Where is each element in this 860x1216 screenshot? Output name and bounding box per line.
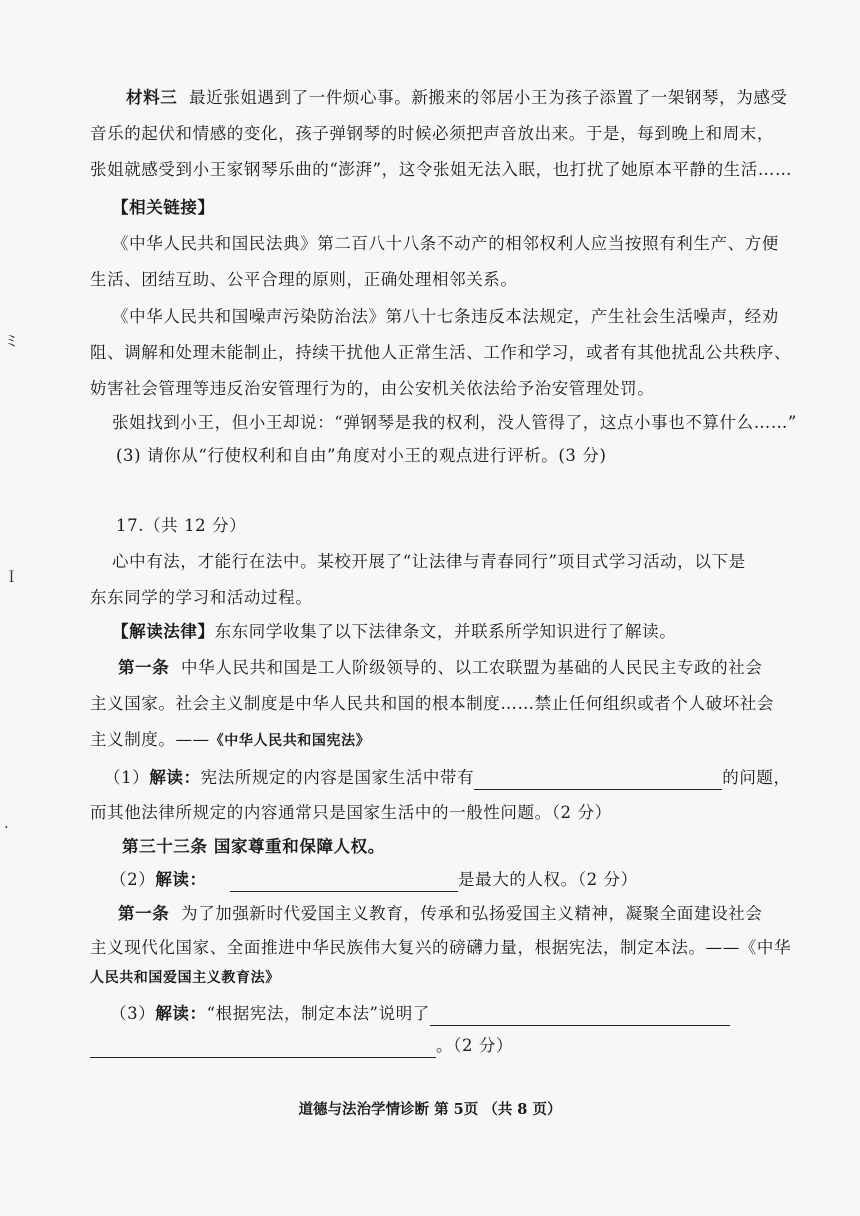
related-heading: 【相关链接】 [112, 198, 215, 217]
article-label: 第一条 [118, 658, 170, 677]
civil-code-line2: 生活、团结互助、公平合理的原则，正确处理相邻关系。 [90, 270, 518, 289]
question16-part3: (3) 请你从“行使权利和自由”角度对小王的观点进行评析。(3 分) [116, 446, 607, 465]
civil-code-line1: 《中华人民共和国民法典》第二百八十八条不动产的相邻权利人应当按照有利生产、方便 [112, 234, 779, 253]
patriotic-article1-line1: 第一条 为了加强新时代爱国主义教育，传承和弘扬爱国主义精神，凝聚全面建设社会 [118, 904, 763, 923]
q17-intro-line2: 东东同学的学习和活动过程。 [90, 588, 313, 607]
interpret-law-label: 【解读法律】 [112, 622, 215, 641]
material3-label: 材料三 [126, 88, 178, 107]
sub-question-2: （2）解读： 是最大的人权。（2 分） [110, 868, 774, 892]
article-label: 第一条 [118, 904, 170, 923]
sub-question-3-line2: 。（2 分） [90, 1034, 774, 1058]
constitution-article1-line2: 主义国家。社会主义制度是中华人民共和国的根本制度……禁止任何组织或者个人破坏社会 [90, 694, 774, 713]
sub-question-1-line2: 而其他法律所规定的内容通常只是国家生活中的一般性问题。（2 分） [90, 803, 612, 822]
wang-reply: 张姐找到小王，但小王却说：“弹钢琴是我的权利，没人管得了，这点小事也不算什么……” [112, 413, 797, 432]
sub-question-3: （3）解读：“根据宪法，制定本法”说明了 [110, 1002, 774, 1026]
interpret-law-line: 【解读法律】东东同学收集了以下法律条文，并联系所学知识进行了解读。 [112, 622, 677, 641]
sub-question-1: （1）解读：宪法所规定的内容是国家生活中带有 的问题， [104, 766, 774, 790]
constitution-article1-line1: 第一条 中华人民共和国是工人阶级领导的、以工农联盟为基础的人民民主专政的社会 [118, 658, 763, 677]
material3-line1: 材料三 最近张姐遇到了一件烦心事。新搬来的邻居小王为孩子添置了一架钢琴，为感受 [126, 88, 788, 107]
patriotic-article1-line2: 主义现代化国家、全面推进中华民族伟大复兴的磅礴力量，根据宪法，制定本法。——《中华 [90, 938, 792, 957]
constitution-article1-line3: 主义制度。——《中华人民共和国宪法》 [90, 730, 371, 749]
noise-law-line2: 阻、调解和处理未能制止，持续干扰他人正常生活、工作和学习，或者有其他扰乱公共秩序、 [90, 343, 792, 362]
page-footer: 道德与法治学情诊断 第 5页 （共 8 页） [298, 1101, 562, 1118]
binding-mark: Ｉ [4, 568, 20, 586]
answer-blank-2[interactable] [230, 873, 458, 892]
noise-law-line1: 《中华人民共和国噪声污染防治法》第八十七条违反本法规定，产生社会生活噪声，经劝 [112, 307, 779, 326]
q17-intro-line1: 心中有法，才能行在法中。某校开展了“让法律与青春同行”项目式学习活动，以下是 [112, 552, 746, 571]
interpret-label: 解读： [149, 768, 201, 787]
constitution-source: 《中华人民共和国宪法》 [209, 733, 371, 749]
interpret-label: 解读： [155, 870, 207, 889]
interpret-label: 解读： [155, 1004, 207, 1023]
noise-law-line3: 妨害社会管理等违反治安管理行为的，由公安机关依法给予治安管理处罚。 [90, 379, 655, 398]
binding-mark: ミ [4, 332, 20, 350]
patriotic-article1-line3: 人民共和国爱国主义教育法》 [90, 970, 280, 986]
constitution-article33: 第三十三条 国家尊重和保障人权。 [122, 837, 385, 856]
binding-mark: · [4, 818, 9, 836]
question17-number: 17.（共 12 分） [116, 516, 247, 535]
material3-line3: 张姐就感受到小王家钢琴乐曲的“澎湃”，这令张姐无法入眠，也打扰了她原本平静的生活…… [90, 160, 793, 179]
answer-blank-1[interactable] [474, 771, 722, 790]
material3-line2: 音乐的起伏和情感的变化，孩子弹钢琴的时候必须把声音放出来。于是，每到晚上和周末， [90, 124, 774, 143]
answer-blank-3-continued[interactable] [90, 1039, 436, 1058]
answer-blank-3[interactable] [430, 1007, 730, 1026]
